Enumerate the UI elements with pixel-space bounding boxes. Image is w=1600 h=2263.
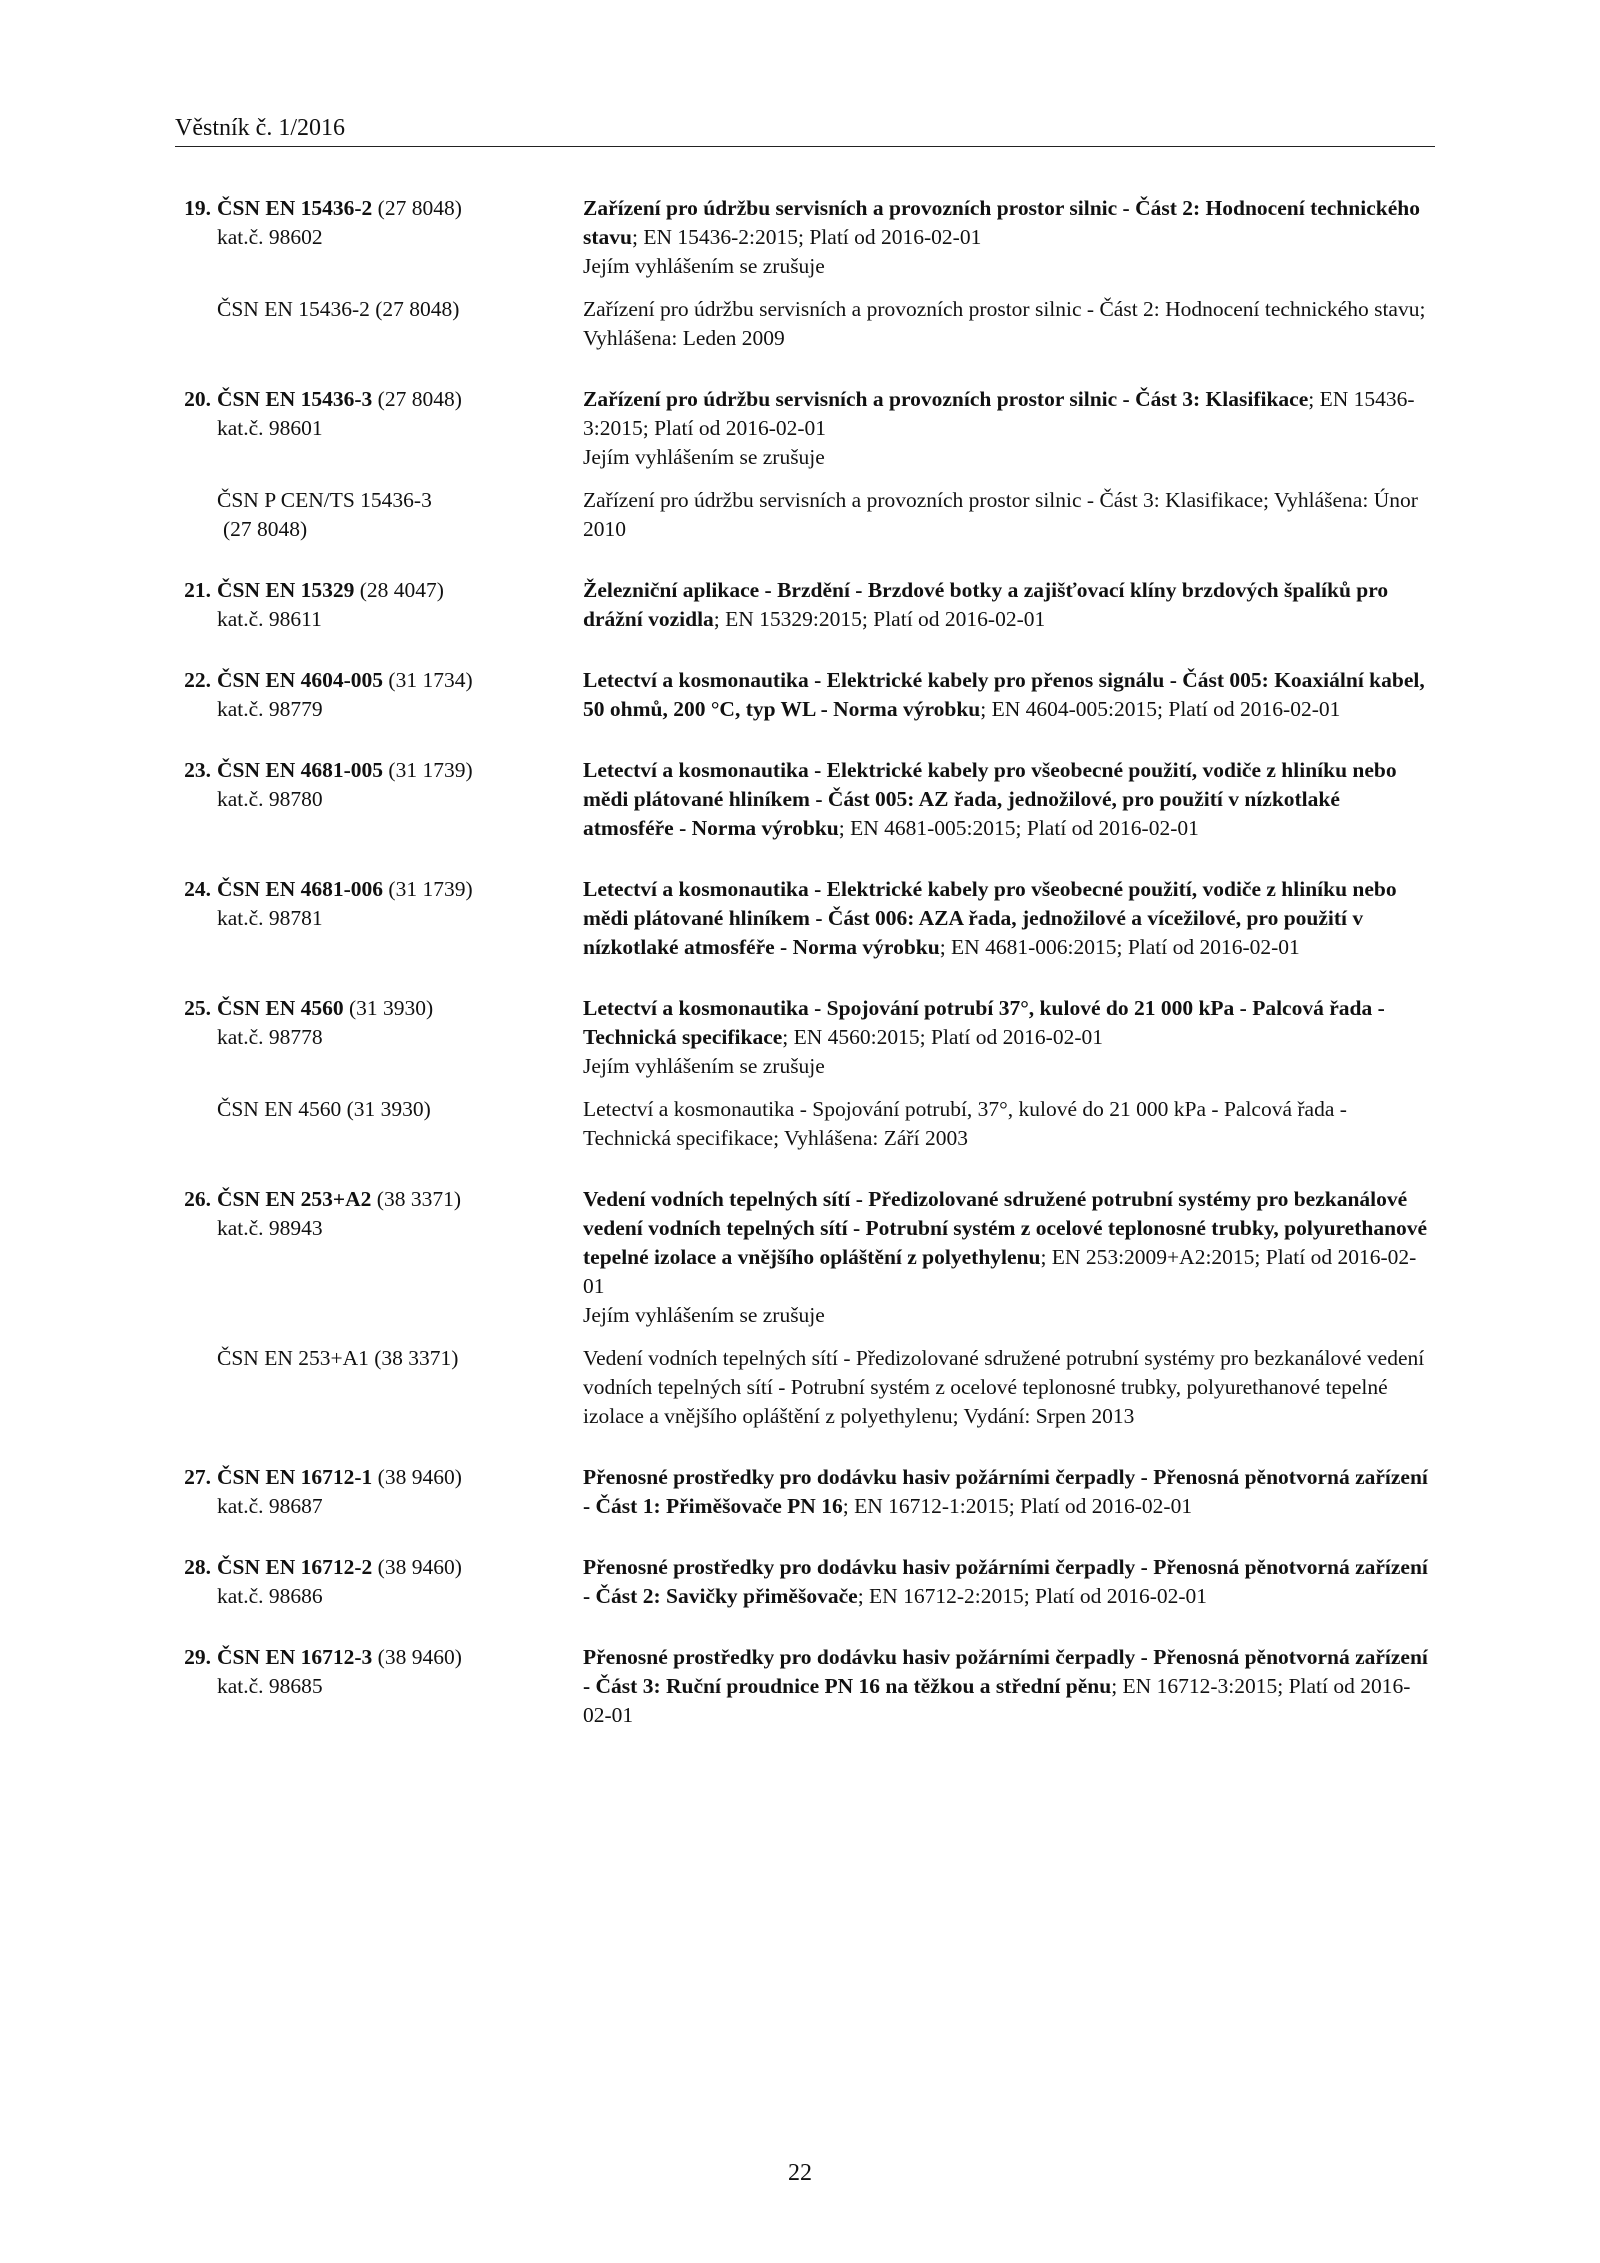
catalog-number: kat.č. 98602 bbox=[217, 225, 323, 249]
classification-code: (38 3371) bbox=[376, 1187, 461, 1211]
standard-info: ; EN 4681-006:2015; Platí od 2016-02-01 bbox=[939, 935, 1300, 959]
replaced-standard bbox=[175, 1095, 1435, 1153]
replaced-standard-text: Zařízení pro údržbu servisních a provozních prostor silnic - Část 3: Klasifikace; Vyhlášena: Únor 2010 bbox=[583, 488, 1418, 541]
standard-description bbox=[583, 194, 1435, 281]
classification-code: (31 3930) bbox=[349, 996, 434, 1020]
classification-code: (31 1734) bbox=[388, 668, 473, 692]
standard-title: Letectví a kosmonautika - Spojování potrubí 37°, kulové do 21 000 kPa - Palcová řada - Technická specifikace bbox=[583, 996, 1385, 1049]
entry-number: 27. bbox=[184, 1465, 211, 1489]
standard-identifier bbox=[175, 1553, 583, 1611]
standard-entry bbox=[175, 1463, 1435, 1521]
standard-identifier bbox=[175, 994, 583, 1081]
standard-identifier bbox=[175, 666, 583, 724]
standards-list bbox=[175, 194, 1435, 1762]
standard-identifier bbox=[175, 875, 583, 962]
standard-code: ČSN EN 16712-1 bbox=[217, 1465, 373, 1489]
standard-info: ; EN 16712-2:2015; Platí od 2016-02-01 bbox=[857, 1584, 1208, 1608]
standard-identifier bbox=[175, 1185, 583, 1330]
entry-number: 26. bbox=[184, 1187, 211, 1211]
standard-code: ČSN EN 4681-006 bbox=[217, 877, 384, 901]
standard-description bbox=[583, 576, 1435, 634]
standard-info: ; EN 4604-005:2015; Platí od 2016-02-01 bbox=[980, 697, 1341, 721]
standard-description bbox=[583, 875, 1435, 962]
classification-code: (38 9460) bbox=[377, 1645, 462, 1669]
standard-info: ; EN 15329:2015; Platí od 2016-02-01 bbox=[713, 607, 1046, 631]
entry-number: 20. bbox=[184, 387, 211, 411]
standard-code: ČSN EN 253+A2 bbox=[217, 1187, 372, 1211]
cancels-note: Jejím vyhlášením se zrušuje bbox=[583, 254, 825, 278]
replaced-standard-text: Vedení vodních tepelných sítí - Předizolované sdružené potrubní systémy pro bezkanálové vedení vodních tepelných sítí - Potrubní systém z ocelové teplonosné trubky, polyurethanové tepelné izolace a vnějšího opláštění z polyethylenu; Vydání: Srpen 2013 bbox=[583, 1346, 1425, 1428]
catalog-number: kat.č. 98687 bbox=[217, 1494, 323, 1518]
replaced-standard bbox=[175, 295, 1435, 353]
standard-identifier bbox=[175, 385, 583, 472]
standard-title: Zařízení pro údržbu servisních a provozních prostor silnic - Část 2: Hodnocení technického stavu bbox=[583, 196, 1420, 249]
classification-code: (38 9460) bbox=[377, 1465, 462, 1489]
replaced-standard-code: ČSN P CEN/TS 15436-3 bbox=[217, 488, 432, 512]
replaced-standard-text: Zařízení pro údržbu servisních a provozních prostor silnic - Část 2: Hodnocení technického stavu; Vyhlášena: Leden 2009 bbox=[583, 297, 1426, 350]
classification-code: (27 8048) bbox=[377, 387, 462, 411]
replaced-standard bbox=[175, 1344, 1435, 1431]
entry-number: 25. bbox=[184, 996, 211, 1020]
standard-title: Přenosné prostředky pro dodávku hasiv požárními čerpadly - Přenosná pěnotvorná zařízení - Část 1: Přiměšovače PN 16 bbox=[583, 1465, 1428, 1518]
page-header bbox=[175, 112, 1435, 147]
entry-number: 28. bbox=[184, 1555, 211, 1579]
standard-title: Přenosné prostředky pro dodávku hasiv požárními čerpadly - Přenosná pěnotvorná zařízení - Část 2: Savičky přiměšovače bbox=[583, 1555, 1428, 1608]
entry-number: 24. bbox=[184, 877, 211, 901]
standard-description bbox=[583, 385, 1435, 472]
catalog-number: kat.č. 98685 bbox=[217, 1674, 323, 1698]
standard-entry bbox=[175, 1553, 1435, 1611]
cancels-note: Jejím vyhlášením se zrušuje bbox=[583, 1303, 825, 1327]
standard-description bbox=[583, 1553, 1435, 1611]
standard-entry bbox=[175, 1643, 1435, 1730]
standard-title: Železniční aplikace - Brzdění - Brzdové botky a zajišťovací klíny brzdových špalíků pro drážní vozidla bbox=[583, 578, 1389, 631]
replaced-standard-text: Letectví a kosmonautika - Spojování potrubí, 37°, kulové do 21 000 kPa - Palcová řada - Technická specifikace; Vyhlášena: Září 2003 bbox=[583, 1097, 1347, 1150]
classification-code: (28 4047) bbox=[359, 578, 444, 602]
catalog-number: kat.č. 98780 bbox=[217, 787, 323, 811]
standard-info: ; EN 4681-005:2015; Platí od 2016-02-01 bbox=[838, 816, 1199, 840]
standard-description bbox=[583, 1185, 1435, 1330]
standard-code: ČSN EN 16712-2 bbox=[217, 1555, 373, 1579]
standard-info: ; EN 15436-3:2015; Platí od 2016-02-01 bbox=[583, 387, 1415, 440]
standard-entry bbox=[175, 875, 1435, 962]
journal-title: Věstník č. 1/2016 bbox=[175, 115, 345, 141]
standard-description bbox=[583, 756, 1435, 843]
standard-entry bbox=[175, 994, 1435, 1153]
catalog-number: kat.č. 98779 bbox=[217, 697, 323, 721]
standard-title: Letectví a kosmonautika - Elektrické kabely pro všeobecné použití, vodiče z hliníku nebo mědi plátované hliníkem - Část 005: AZ řada, jednožilové, pro použití v nízkotlaké atmosféře - Norma výrobku bbox=[583, 758, 1397, 840]
standard-code: ČSN EN 4681-005 bbox=[217, 758, 384, 782]
standard-code: ČSN EN 15436-3 bbox=[217, 387, 373, 411]
entry-number: 22. bbox=[184, 668, 211, 692]
standard-description bbox=[583, 994, 1435, 1081]
standard-code: ČSN EN 4560 bbox=[217, 996, 344, 1020]
standard-description bbox=[583, 1643, 1435, 1730]
catalog-number: kat.č. 98686 bbox=[217, 1584, 323, 1608]
page-number: 22 bbox=[788, 2160, 812, 2186]
standard-info: ; EN 4560:2015; Platí od 2016-02-01 bbox=[782, 1025, 1103, 1049]
cancels-note: Jejím vyhlášením se zrušuje bbox=[583, 1054, 825, 1078]
standard-entry bbox=[175, 666, 1435, 724]
standard-description bbox=[583, 666, 1435, 724]
standard-code: ČSN EN 16712-3 bbox=[217, 1645, 373, 1669]
entry-number: 19. bbox=[184, 196, 211, 220]
standard-identifier bbox=[175, 1643, 583, 1730]
standard-entry bbox=[175, 1185, 1435, 1431]
classification-code: (31 1739) bbox=[388, 758, 473, 782]
standard-code: ČSN EN 15329 bbox=[217, 578, 355, 602]
classification-code: (31 1739) bbox=[388, 877, 473, 901]
standard-info: ; EN 16712-1:2015; Platí od 2016-02-01 bbox=[842, 1494, 1193, 1518]
replaced-classification-code: (27 8048) bbox=[223, 517, 308, 541]
standard-entry bbox=[175, 756, 1435, 843]
standard-title: Vedení vodních tepelných sítí - Předizolované sdružené potrubní systémy pro bezkanálové vedení vodních tepelných sítí - Potrubní systém z ocelové teplonosné trubky, polyurethanové tepelné izolace a vnějšího opláštění z polyethylenu bbox=[583, 1187, 1428, 1269]
standard-description bbox=[583, 1463, 1435, 1521]
standard-identifier bbox=[175, 576, 583, 634]
replaced-standard-code: ČSN EN 15436-2 (27 8048) bbox=[217, 297, 460, 321]
entry-number: 23. bbox=[184, 758, 211, 782]
catalog-number: kat.č. 98778 bbox=[217, 1025, 323, 1049]
replaced-standard-code: ČSN EN 253+A1 (38 3371) bbox=[217, 1346, 459, 1370]
cancels-note: Jejím vyhlášením se zrušuje bbox=[583, 445, 825, 469]
standard-entry bbox=[175, 385, 1435, 544]
standard-entry bbox=[175, 576, 1435, 634]
standard-entry bbox=[175, 194, 1435, 353]
standard-info: ; EN 253:2009+A2:2015; Platí od 2016-02-01 bbox=[583, 1245, 1417, 1298]
classification-code: (27 8048) bbox=[377, 196, 462, 220]
standard-title: Letectví a kosmonautika - Elektrické kabely pro všeobecné použití, vodiče z hliníku nebo mědi plátované hliníkem - Část 006: AZA řada, jednožilové a vícežilové, pro použití v nízkotlaké atmosféře - Norma výrobku bbox=[583, 877, 1397, 959]
entry-number: 29. bbox=[184, 1645, 211, 1669]
replaced-standard bbox=[175, 486, 1435, 544]
catalog-number: kat.č. 98601 bbox=[217, 416, 323, 440]
standard-identifier bbox=[175, 1463, 583, 1521]
standard-identifier bbox=[175, 756, 583, 843]
standard-code: ČSN EN 4604-005 bbox=[217, 668, 384, 692]
standard-code: ČSN EN 15436-2 bbox=[217, 196, 373, 220]
standard-info: ; EN 16712-3:2015; Platí od 2016-02-01 bbox=[583, 1674, 1411, 1727]
standard-title: Přenosné prostředky pro dodávku hasiv požárními čerpadly - Přenosná pěnotvorná zařízení - Část 3: Ruční proudnice PN 16 na těžkou a střední pěnu bbox=[583, 1645, 1428, 1698]
standard-title: Letectví a kosmonautika - Elektrické kabely pro přenos signálu - Část 005: Koaxiální kabel, 50 ohmů, 200 °C, typ WL - Norma výrobku bbox=[583, 668, 1425, 721]
catalog-number: kat.č. 98943 bbox=[217, 1216, 323, 1240]
standard-title: Zařízení pro údržbu servisních a provozních prostor silnic - Část 3: Klasifikace bbox=[583, 387, 1309, 411]
catalog-number: kat.č. 98781 bbox=[217, 906, 323, 930]
standard-identifier bbox=[175, 194, 583, 281]
replaced-standard-code: ČSN EN 4560 (31 3930) bbox=[217, 1097, 431, 1121]
classification-code: (38 9460) bbox=[377, 1555, 462, 1579]
catalog-number: kat.č. 98611 bbox=[217, 607, 322, 631]
entry-number: 21. bbox=[184, 578, 211, 602]
standard-info: ; EN 15436-2:2015; Platí od 2016-02-01 bbox=[631, 225, 982, 249]
